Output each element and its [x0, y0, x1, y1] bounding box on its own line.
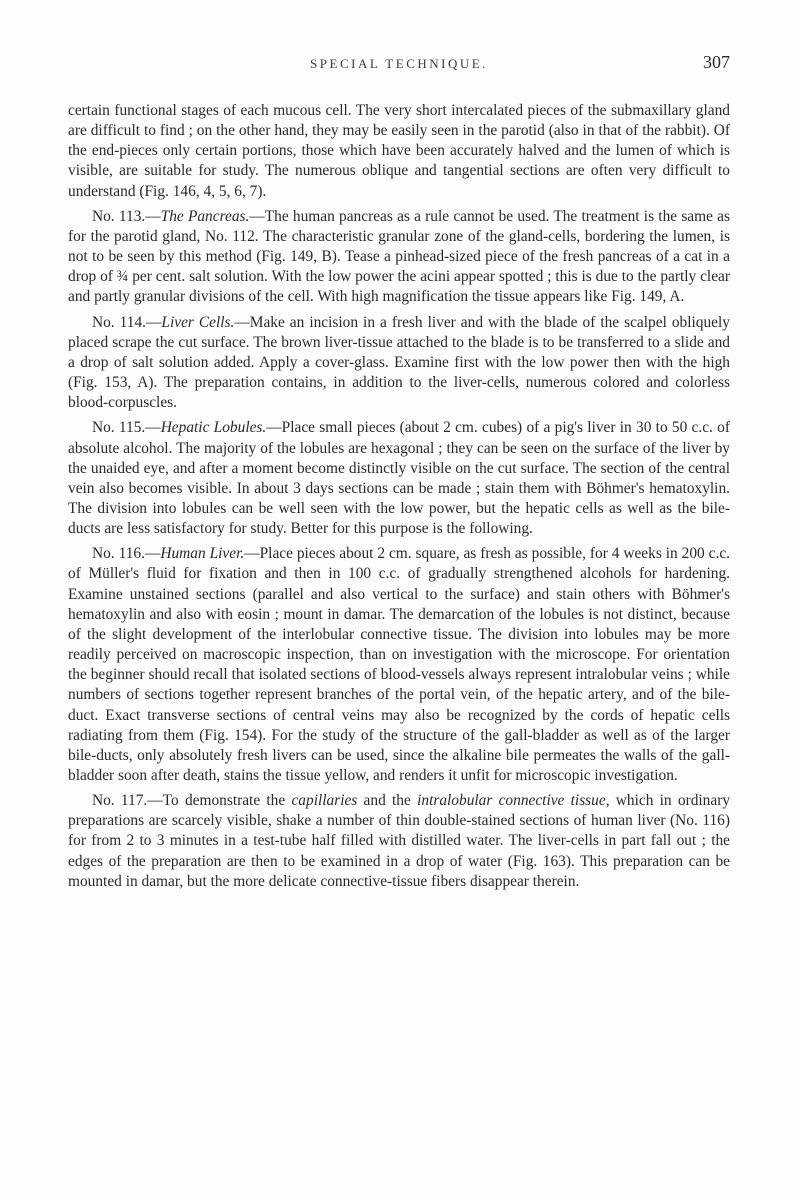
- paragraph-text: —Place pieces about 2 cm. square, as fresh as possible, for 4 weeks in 200 c.c. of Müller's fluid for fixation and then in 100 c.c. of gradually strengthened alcohols for hardening. Examine unstained sections (parallel and also vertical to the surface) and stain others with Böhmer's hematoxylin and also with eosin ; mount in damar. The demarcation of the lobules is not distinct, because of the slight development of the interlobular connective tissue. The division into lobules may be more readily perceived on macroscopic inspection, than on investigation with the microscope. For orientation the beginner should recall that isolated sections of blood-vessels always represent intralobular veins ; while numbers of sections together represent branches of the portal vein, of the hepatic artery, and of the bile-duct. Exact transverse sections of central veins may also be recognized by the cords of hepatic cells radiating from them (Fig. 154). For the study of the structure of the gall-bladder as well as of the larger bile-ducts, only absolutely fresh livers can be used, since the alkaline bile permeates the walls of the gall-bladder soon after death, stains the tissue yellow, and renders it unfit for microscopic investigation.: [68, 545, 730, 784]
- paragraph-text: which in ordinary preparations are scarcely visible, shake a number of thin double-stained sections of human liver (No. 116) for from 2 to 3 minutes in a test-tube half filled with distilled water. The liver-cells in part fall out ; the edges of the preparation are then to be examined in a drop of water (Fig. 163). This preparation can be mounted in damar, but the more delicate connective-tissue fibers disappear therein.: [68, 792, 731, 890]
- section-title: Liver Cells.: [161, 313, 235, 331]
- section-number: No. 114.—: [92, 313, 162, 331]
- paragraph-text: —Place small pieces (about 2 cm. cubes) of a pig's liver in 30 to 50 c.c. of absolute alcohol. The majority of the lobules are hexagonal ; they can be seen on the surface of the liver by the unaided eye, and after a moment become distinctly visible on the cut surface. The section of the central vein also becomes visible. In about 3 days sections can be made ; stain them with Böhmer's hematoxylin. The division into lobules can be well seen with the low power, but the hepatic cells as well as the bile-ducts are less satisfactory for study. Better for this purpose is the following.: [68, 419, 730, 538]
- section-title: Human Liver.: [160, 545, 245, 563]
- section-number: No. 113.—: [92, 207, 161, 225]
- paragraph-joiner: and the: [357, 792, 418, 810]
- section-number: No. 117.—: [92, 792, 163, 810]
- paragraph-text: —Make an incision in a fresh liver and with the blade of the scalpel obliquely placed scrape the cut surface. The brown liver-tissue attached to the blade is to be transferred to a slide and a drop of salt solution added. Apply a cover-glass. Examine first with the low power then with the high (Fig. 153, A). The preparation contains, in addition to the liver-cells, numerous colored and colorless blood-corpuscles.: [68, 313, 730, 412]
- term-intralobular-connective-tissue: intralobular connective tissue,: [417, 792, 610, 810]
- section-title: Hepatic Lobules.: [160, 419, 267, 437]
- page-number: 307: [703, 52, 730, 72]
- running-head: [68, 52, 730, 76]
- running-title: SPECIAL TECHNIQUE.: [310, 56, 488, 71]
- term-capillaries: capillaries: [291, 792, 358, 810]
- section-number: No. 115.—: [92, 419, 161, 437]
- body-text: [68, 101, 730, 897]
- paragraph-text: —The human pancreas as a rule cannot be used. The treatment is the same as for the parotid gland, No. 112. The characteristic granular zone of the gland-cells, bordering the lumen, is not to be seen by this method (Fig. 149, B). Tease a pinhead-sized piece of the fresh pancreas of a cat in a drop of ¾ per cent. salt solution. With the low power the acini appear spotted ; this is due to the partly clear and partly granular divisions of the cell. With high magnification the tissue appears like Fig. 149, A.: [68, 207, 730, 306]
- paragraph-no-115: [68, 418, 730, 539]
- paragraph-text: certain functional stages of each mucous cell. The very short intercalated pieces of the submaxillary gland are difficult to find ; on the other hand, they may be easily seen in the parotid (also in that of the rabbit). Of the end-pieces only certain portions, those which have been accurately halved and the lumen of which is visible, are suitable for study. The numerous oblique and tangential sections are often very difficult to understand (Fig. 146, 4, 5, 6, 7).: [68, 102, 730, 200]
- paragraph-no-116: [68, 544, 730, 786]
- paragraph-no-113: [68, 207, 730, 308]
- section-title: The Pancreas.: [160, 207, 250, 225]
- paragraph-no-114: [68, 313, 730, 414]
- paragraph-lead: To demonstrate the: [162, 792, 292, 810]
- paragraph-no-117: [68, 791, 730, 892]
- paragraph-continuation: [68, 101, 730, 202]
- section-number: No. 116.—: [92, 545, 161, 563]
